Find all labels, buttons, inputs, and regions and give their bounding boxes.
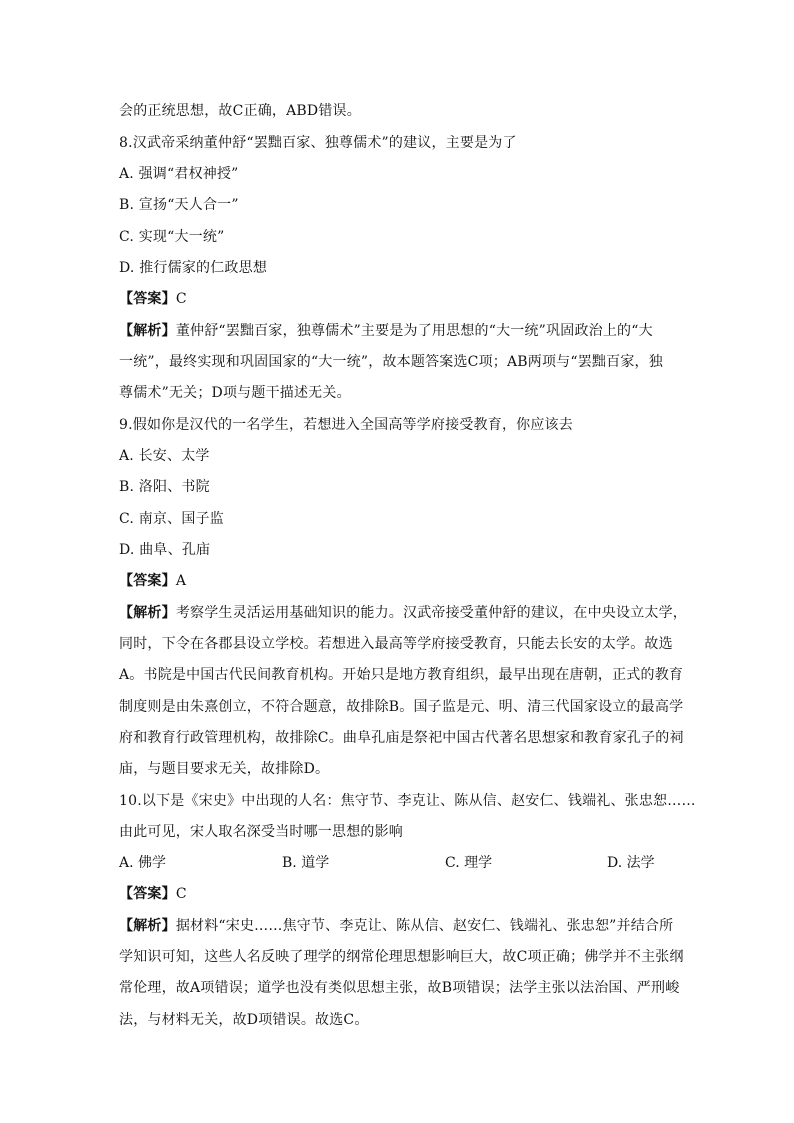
text-line: 府和教育行政管理机构，故排除C。曲阜孔庙是祭祀中国古代著名思想家和教育家孔子的祠 — [119, 730, 684, 746]
question-9-explanation — [119, 603, 687, 623]
question-10-option-c: C. 理学 — [445, 855, 493, 871]
explanation-tag: 【解析】 — [119, 605, 176, 621]
text-line: 制度则是由朱熹创立，不符合题意，故排除B。国子监是元、明、清三代国家设立的最高学 — [119, 699, 684, 715]
text-line: 同时，下令在各郡县设立学校。若想进入最高等学府接受教育，只能去长安的太学。故选 — [119, 636, 673, 652]
text-line: 尊儒术”无关；D项与题干描述无关。 — [119, 385, 351, 401]
answer-tag: 【答案】 — [119, 573, 176, 589]
explanation-text: 董仲舒“罢黜百家，独尊儒术”主要是为了用思想的“大一统”巩固政治上的“大 — [175, 323, 653, 339]
question-10-answer — [119, 884, 187, 904]
answer-tag: 【答案】 — [119, 886, 176, 902]
answer-tag: 【答案】 — [119, 291, 176, 307]
question-9-option-d: D. 曲阜、孔庙 — [119, 542, 211, 558]
question-8-option-d: D. 推行儒家的仁政思想 — [119, 260, 268, 276]
question-8-answer — [119, 289, 187, 309]
question-9-stem: 9.假如你是汉代的一名学生，若想进入全国高等学府接受教育，你应该去 — [119, 417, 573, 433]
text-line: 法，与材料无关，故D项错误。故选C。 — [119, 1012, 369, 1028]
question-9-answer — [119, 571, 186, 591]
question-9-option-b: B. 洛阳、书院 — [119, 479, 210, 495]
text-line: 庙，与题目要求无关，故排除D。 — [119, 761, 330, 777]
text-line: 常伦理，故A项错误；道学也没有类似思想主张，故B项错误；法学主张以法治国、严刑峻 — [119, 980, 680, 996]
question-10-option-a: A. 佛学 — [119, 855, 167, 871]
question-8-option-c: C. 实现“大一统” — [119, 229, 225, 245]
explanation-tag: 【解析】 — [119, 323, 176, 339]
question-10-stem-cont: 由此可见，宋人取名深受当时哪一思想的影响 — [119, 824, 403, 840]
text-line: 学知识可知，这些人名反映了理学的纲常伦理思想影响巨大，故C项正确；佛学并不主张纲 — [119, 949, 684, 965]
explanation-text: 据材料“宋史……焦守节、李克让、陈从信、赵安仁、钱端礼、张忠恕”并结合所 — [175, 918, 674, 934]
text-line: 一统”，最终实现和巩固国家的“大一统”，故本题答案选C项；AB两项与“罢黜百家，独 — [119, 354, 663, 370]
question-10-stem: 10.以下是《宋史》中出现的人名：焦守节、李克让、陈从信、赵安仁、钱端礼、张忠恕…… — [119, 793, 696, 809]
text-line: A。书院是中国古代民间教育机构。开始只是地方教育组织，最早出现在唐朝，正式的教育 — [119, 667, 684, 683]
question-10-option-d: D. 法学 — [607, 855, 655, 871]
question-8-explanation — [119, 321, 653, 341]
question-10-option-b: B. 道学 — [282, 855, 330, 871]
explanation-text: 考察学生灵活运用基础知识的能力。汉武帝接受董仲舒的建议，在中央设立太学， — [175, 605, 688, 621]
question-8-stem: 8.汉武帝采纳董仲舒“罢黜百家、独尊儒术”的建议，主要是为了 — [119, 135, 517, 151]
question-9-option-a: A. 长安、太学 — [119, 448, 210, 464]
question-8-option-a: A. 强调“君权神授” — [119, 166, 239, 182]
answer-value: A — [175, 573, 187, 589]
question-10-explanation — [119, 916, 673, 936]
answer-value: C — [175, 291, 187, 307]
question-8-option-b: B. 宣扬“天人合一” — [119, 197, 239, 213]
explanation-tag: 【解析】 — [119, 918, 176, 934]
question-9-option-c: C. 南京、国子监 — [119, 511, 224, 527]
answer-value: C — [175, 886, 187, 902]
text-line: 会的正统思想，故C正确，ABD错误。 — [119, 103, 361, 119]
